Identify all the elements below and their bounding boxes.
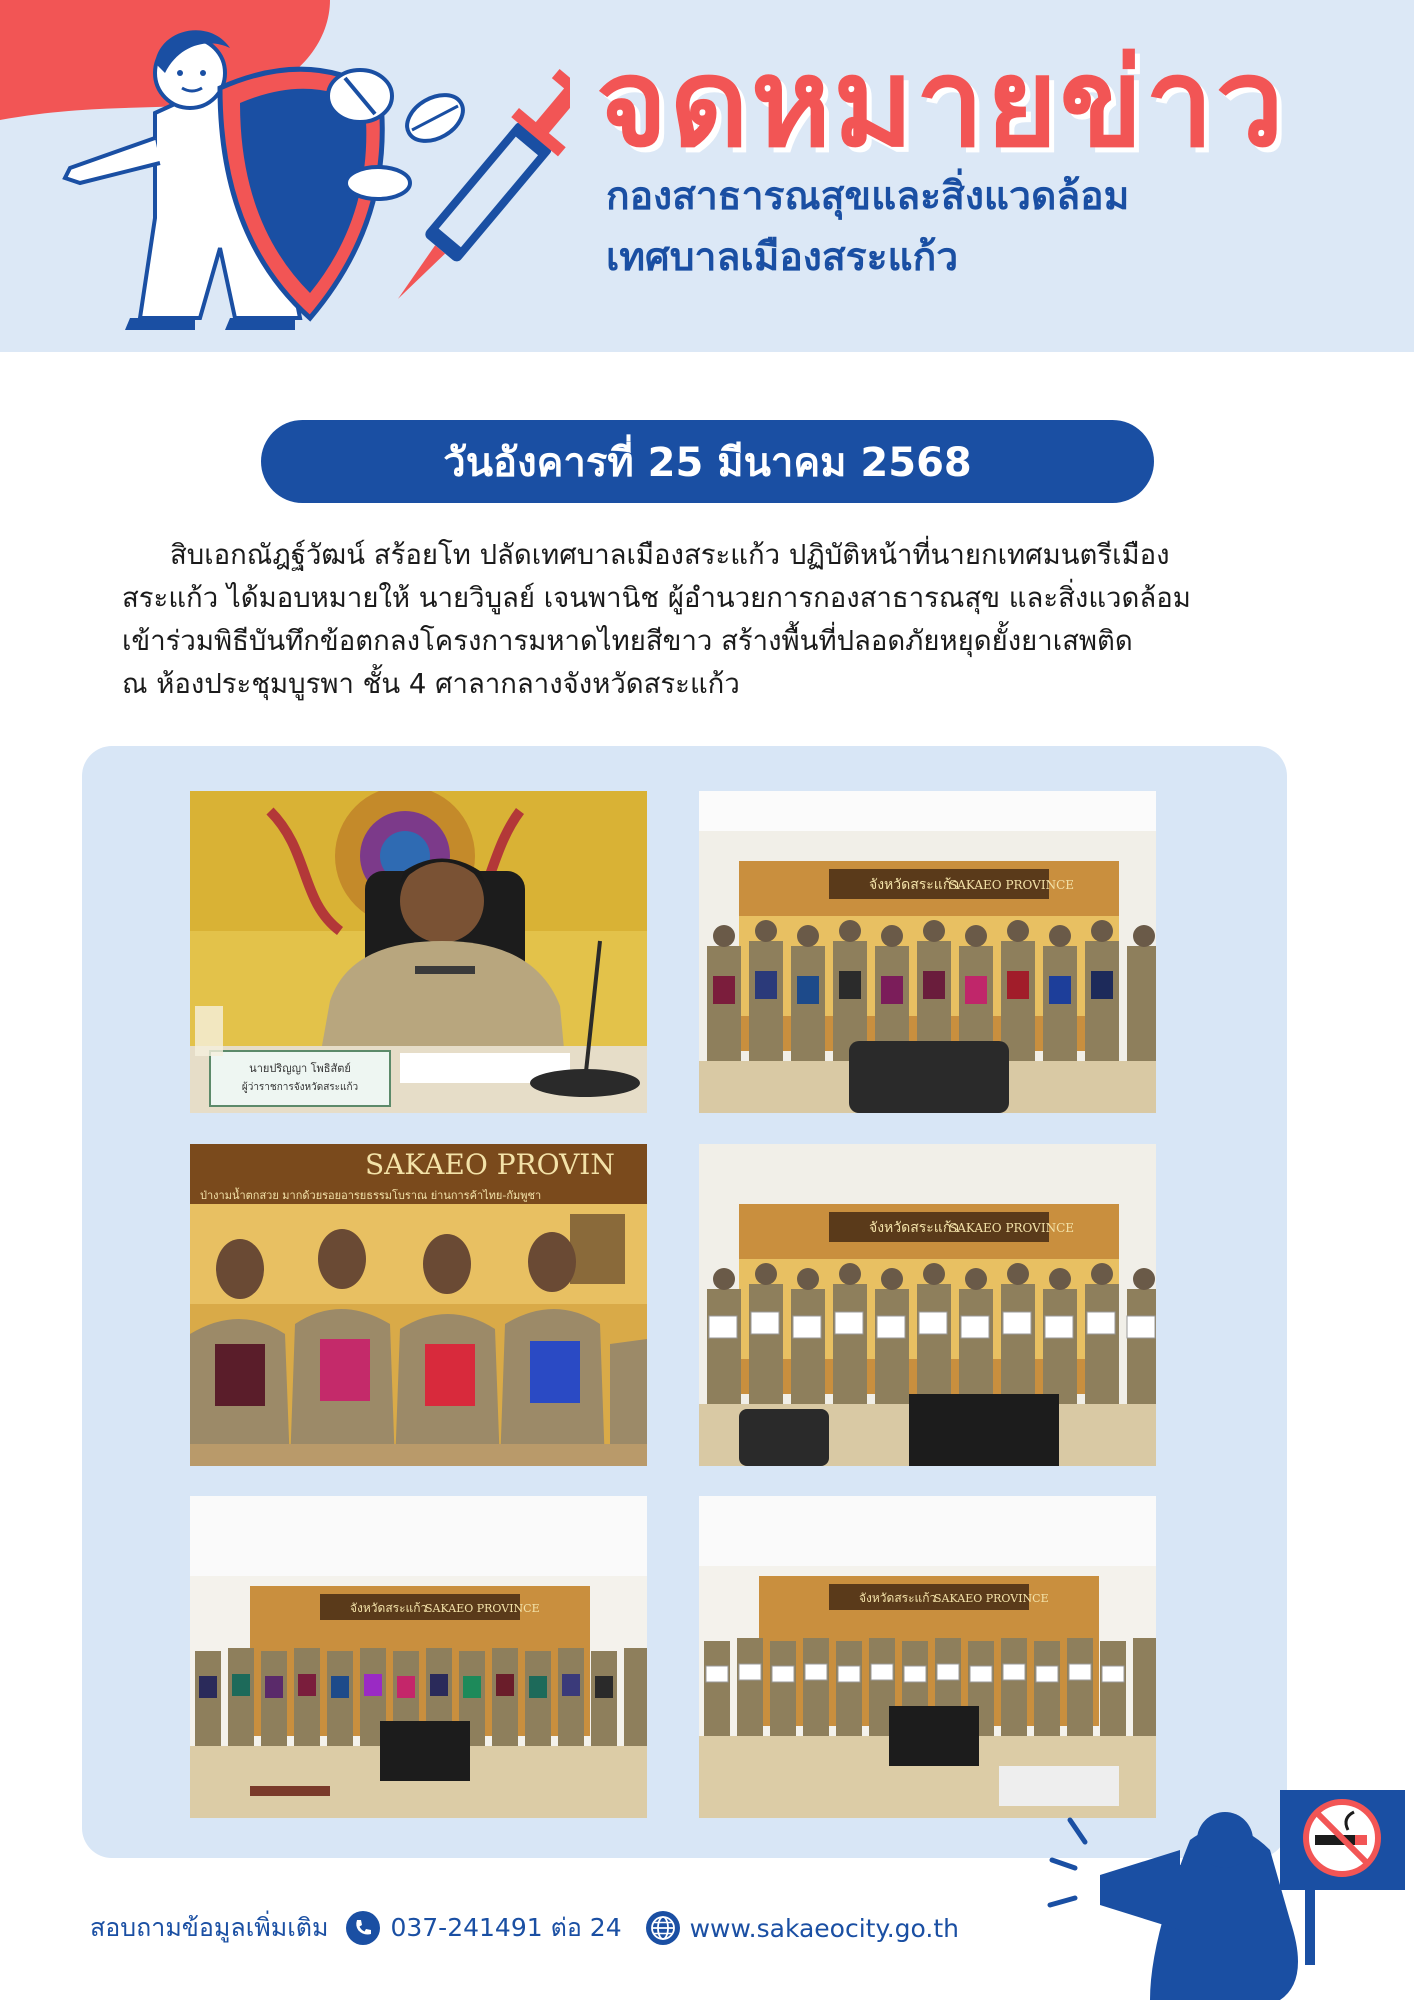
newsletter-masthead: จดหมายข่าว [596,32,1286,174]
municipality-name: เทศบาลเมืองสระแก้ว [606,235,959,280]
nameplate-line1: นายปริญญา โพธิสัตย์ [249,1062,351,1075]
contact-footer [90,1906,959,1950]
phone-number: 037-241491 ต่อ 24 [390,1913,622,1942]
sign-sub: ป่างามน้ำตกสวย มากด้วยรอยอารยธรรมโบราณ ย่านการค้าไทย-กัมพูชา [200,1189,542,1202]
contact-label: สอบถามข้อมูลเพิ่มเติม [90,1913,329,1942]
body-line: ณ ห้องประชุมบูรพา ชั้น 4 ศาลากลางจังหวัดสระแก้ว [122,668,740,700]
globe-icon [646,1911,680,1945]
department-name: กองสาธารณสุขและสิ่งแวดล้อม [606,174,1130,219]
phone-icon [346,1911,380,1945]
sign-thai: จังหวัดสระแก้ว [869,1220,960,1236]
news-body [122,534,1312,706]
photo-four-officials-folders [190,1144,647,1466]
header-banner [0,0,1414,352]
health-shield-illustration [60,18,570,338]
body-line: เข้าร่วมพิธีบันทึกข้อตกลงโครงการมหาดไทยสีขาว สร้างพื้นที่ปลอดภัยหยุดยั้งยาเสพติด [122,625,1133,657]
sign-en: SAKAEO PROVINCE [934,1592,1049,1605]
event-date: วันอังคารที่ 25 มีนาคม 2568 [443,439,972,486]
photo-wide-group-documents [699,1496,1156,1818]
photo-group-holding-documents [699,1144,1156,1466]
no-smoking-megaphone-illustration [1030,1780,1414,2000]
sign-thai: จังหวัดสระแก้ว [869,877,960,893]
photo-wide-group-folders [190,1496,647,1818]
photo-group-holding-folders [699,791,1156,1113]
sign-en: SAKAEO PROVINCE [425,1602,540,1615]
website-link[interactable]: www.sakaeocity.go.th [689,1913,959,1943]
date-banner [261,420,1154,503]
photo-gallery [82,746,1287,1858]
photo-official-signing [190,791,647,1113]
body-line: สิบเอกณัฎฐ์วัฒน์ สร้อยโท ปลัดเทศบาลเมืองสระแก้ว ปฏิบัติหน้าที่นายกเทศมนตรีเมือง [170,539,1170,571]
sign-thai: จังหวัดสระแก้ว [859,1591,937,1605]
nameplate-line2: ผู้ว่าราชการจังหวัดสระแก้ว [241,1082,359,1093]
body-line: สระแก้ว ได้มอบหมายให้ นายวิบูลย์ เจนพานิช ผู้อำนวยการกองสาธารณสุข และสิ่งแวดล้อม [122,582,1191,614]
sign-en: SAKAEO PROVINCE [949,878,1075,892]
sign-thai: จังหวัดสระแก้ว [350,1601,428,1615]
sign-en: SAKAEO PROVINCE [949,1221,1075,1235]
sign-en: SAKAEO PROVIN [365,1148,615,1181]
